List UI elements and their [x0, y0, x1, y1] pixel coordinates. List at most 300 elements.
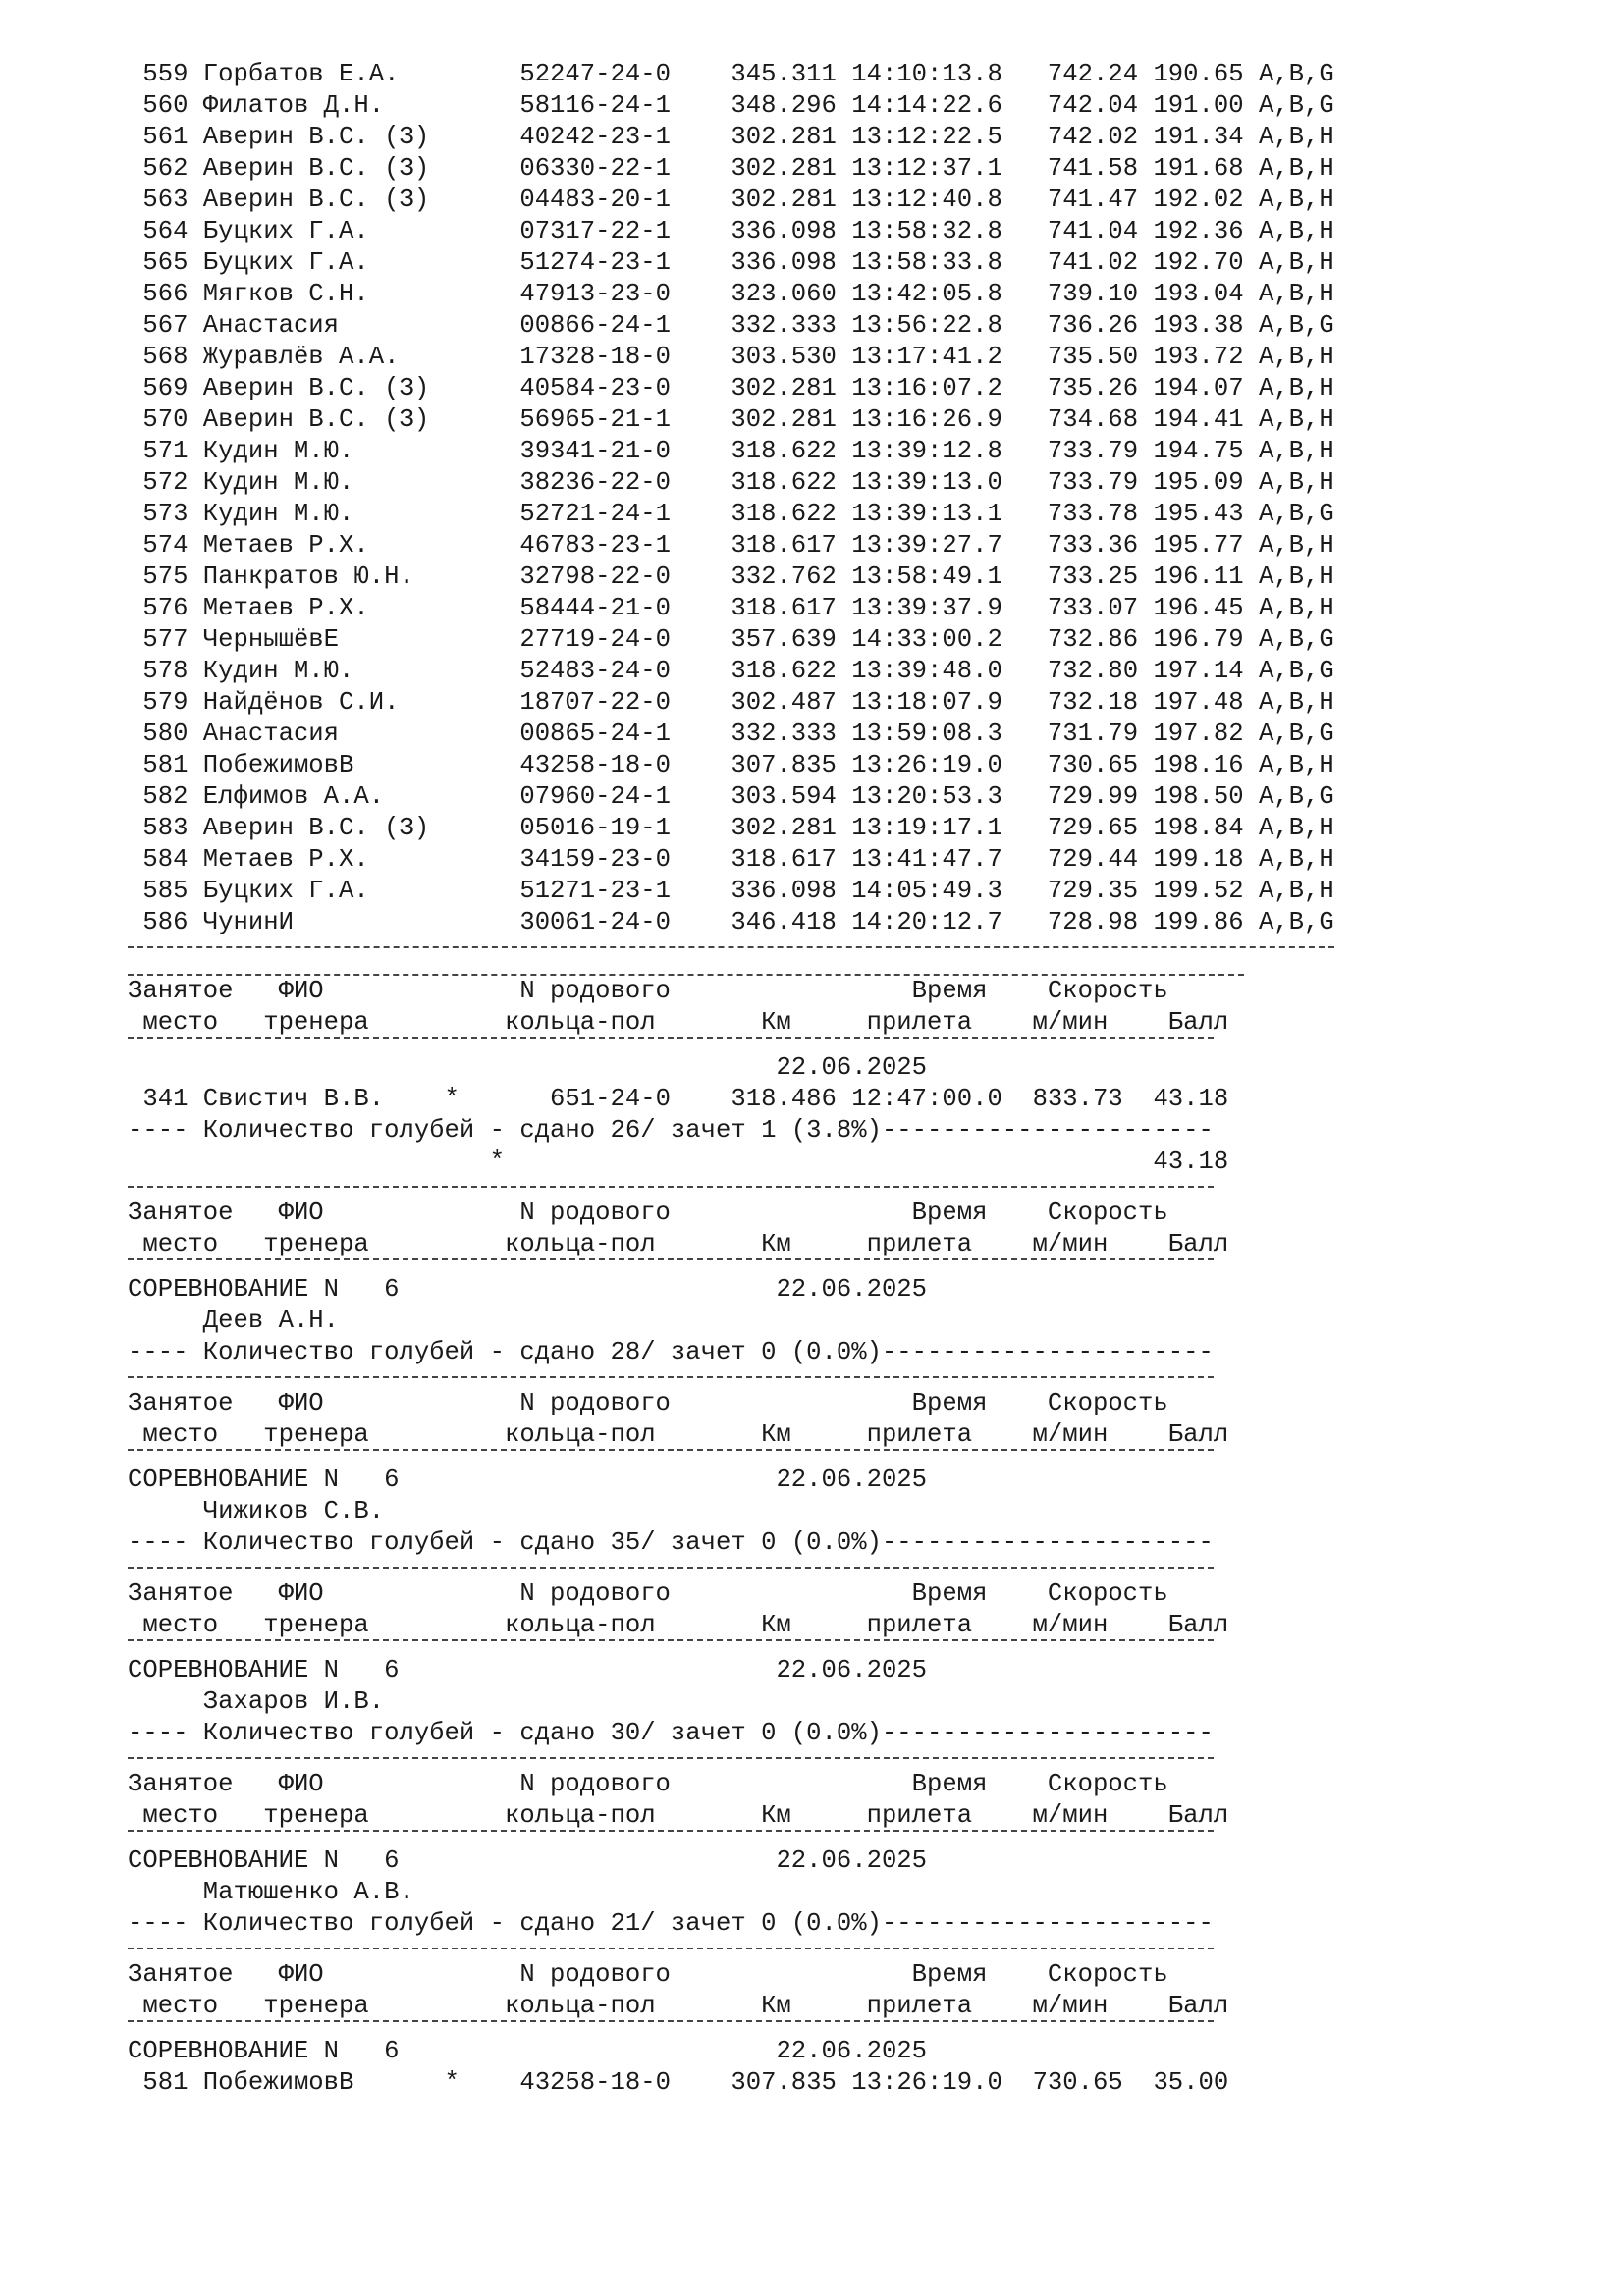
- km-cell: 318.617: [731, 594, 837, 622]
- place-cell: 570: [142, 405, 189, 434]
- points-cell: 192.36: [1153, 217, 1244, 245]
- points-cell: 195.43: [1153, 500, 1244, 528]
- mark-cell: *: [444, 1085, 460, 1113]
- table-row: [128, 436, 1334, 467]
- trainer-line: [128, 1496, 384, 1527]
- tags-cell: A,B,H: [1258, 186, 1334, 214]
- tags-cell: A,B,G: [1258, 60, 1334, 88]
- ring-cell: 32798-22-0: [519, 562, 671, 591]
- km-cell: 318.622: [731, 437, 837, 465]
- name-cell: Метаев Р.Х.: [202, 531, 520, 560]
- speed-cell: 735.50: [1047, 343, 1139, 371]
- points-cell: 43.18: [1153, 1085, 1229, 1113]
- competition-line: [128, 1274, 927, 1306]
- place-cell: 565: [142, 248, 189, 277]
- speed-cell: 736.26: [1047, 311, 1139, 340]
- name-cell: Кудин М.Ю.: [202, 657, 520, 685]
- time-cell: 14:14:22.6: [851, 91, 1002, 120]
- km-cell: 346.418: [731, 908, 837, 936]
- table-row: [128, 530, 1334, 561]
- name-cell: Панкратов Ю.Н.: [202, 562, 520, 591]
- name-cell: Анастасия: [202, 311, 520, 340]
- tags-cell: A,B,G: [1258, 311, 1334, 340]
- table-row: [128, 876, 1334, 907]
- speed-cell: 739.10: [1047, 280, 1139, 308]
- time-cell: 13:39:13.1: [851, 500, 1002, 528]
- ring-cell: 52247-24-0: [519, 60, 671, 88]
- speed-cell: 735.26: [1047, 374, 1139, 402]
- time-cell: 13:12:40.8: [851, 186, 1002, 214]
- name-cell: Найдёнов С.И.: [202, 688, 520, 717]
- km-cell: 318.622: [731, 657, 837, 685]
- time-cell: 13:16:26.9: [851, 405, 1002, 434]
- tags-cell: A,B,H: [1258, 531, 1334, 560]
- summary-line: [128, 1718, 1214, 1749]
- column-header-row: [128, 976, 1168, 1007]
- place-cell: 575: [142, 562, 189, 591]
- summary-line: [128, 1115, 1214, 1147]
- place-cell: 580: [142, 720, 189, 748]
- km-cell: 302.281: [731, 123, 837, 151]
- competition-date: 22.06.2025: [776, 1656, 928, 1684]
- competition-line: [128, 1655, 927, 1686]
- table-row: [128, 719, 1334, 750]
- ring-cell: 00866-24-1: [519, 311, 671, 340]
- time-cell: 13:59:08.3: [851, 720, 1002, 748]
- place-cell: 584: [142, 845, 189, 874]
- speed-cell: 733.25: [1047, 562, 1139, 591]
- speed-cell: 741.58: [1047, 154, 1139, 183]
- ring-cell: 651-24-0: [519, 1085, 671, 1113]
- name-cell: ПобежимовВ: [202, 751, 520, 779]
- column-header-2: место тренера кольца-пол Км прилета м/мин Балл: [128, 1801, 1229, 1830]
- competition-line: [128, 2036, 927, 2067]
- competition-title: СОРЕВНОВАНИЕ N 6: [128, 1656, 400, 1684]
- place-cell: 582: [142, 782, 189, 811]
- speed-cell: 732.80: [1047, 657, 1139, 685]
- place-cell: 566: [142, 280, 189, 308]
- tags-cell: A,B,G: [1258, 782, 1334, 811]
- table-row: [128, 216, 1334, 247]
- points-cell: 199.52: [1153, 877, 1244, 905]
- header-rule: [128, 1639, 1214, 1641]
- column-header-row: [128, 1800, 1228, 1832]
- place-cell: 567: [142, 311, 189, 340]
- km-cell: 318.617: [731, 531, 837, 560]
- time-cell: 13:12:22.5: [851, 123, 1002, 151]
- column-header-row: [128, 1007, 1228, 1039]
- ring-cell: 40242-23-1: [519, 123, 671, 151]
- ring-cell: 46783-23-1: [519, 531, 671, 560]
- column-header-row: [128, 1198, 1168, 1229]
- name-cell: Буцких Г.А.: [202, 877, 520, 905]
- trainer-line: [128, 1686, 384, 1718]
- table-row: [128, 907, 1334, 938]
- section-separator-rule: [128, 1376, 1214, 1378]
- ring-cell: 07960-24-1: [519, 782, 671, 811]
- km-cell: 307.835: [731, 751, 837, 779]
- points-cell: 191.34: [1153, 123, 1244, 151]
- table-row: [128, 247, 1334, 279]
- total-mark: *: [489, 1148, 505, 1176]
- column-header-row: [128, 1610, 1228, 1641]
- column-header-row: [128, 1419, 1228, 1451]
- section-separator-rule: [128, 1567, 1214, 1569]
- mark-cell: *: [444, 2068, 460, 2097]
- km-cell: 336.098: [731, 248, 837, 277]
- summary-line: [128, 1337, 1214, 1368]
- points-cell: 190.65: [1153, 60, 1244, 88]
- ring-cell: 34159-23-0: [519, 845, 671, 874]
- speed-cell: 742.02: [1047, 123, 1139, 151]
- name-cell: Журавлёв А.А.: [202, 343, 520, 371]
- table-row: [128, 593, 1334, 624]
- summary-text: ---- Количество голубей - сдано 26/ зачет 1 (3.8%)----------------------: [128, 1116, 1214, 1145]
- time-cell: 13:17:41.2: [851, 343, 1002, 371]
- name-cell: ПобежимовВ: [202, 2068, 445, 2097]
- time-cell: 13:39:27.7: [851, 531, 1002, 560]
- speed-cell: 742.04: [1047, 91, 1139, 120]
- speed-cell: 729.44: [1047, 845, 1139, 874]
- km-cell: 357.639: [731, 625, 837, 654]
- name-cell: Кудин М.Ю.: [202, 500, 520, 528]
- column-header-1: Занятое ФИО N родового Время Скорость: [128, 977, 1168, 1005]
- ring-cell: 58116-24-1: [519, 91, 671, 120]
- place-cell: 579: [142, 688, 189, 717]
- tags-cell: A,B,H: [1258, 814, 1334, 842]
- header-rule: [128, 2020, 1214, 2022]
- table-end-rule: [128, 946, 1334, 948]
- place-cell: 569: [142, 374, 189, 402]
- place-cell: 581: [142, 2068, 189, 2097]
- tags-cell: A,B,H: [1258, 562, 1334, 591]
- speed-cell: 728.98: [1047, 908, 1139, 936]
- tags-cell: A,B,H: [1258, 154, 1334, 183]
- summary-text: ---- Количество голубей - сдано 30/ зачет 0 (0.0%)----------------------: [128, 1719, 1214, 1747]
- total-line: [128, 1147, 1228, 1178]
- points-cell: 195.09: [1153, 468, 1244, 497]
- name-cell: Аверин В.С. (З): [202, 374, 520, 402]
- table-row: [128, 122, 1334, 153]
- time-cell: 13:20:53.3: [851, 782, 1002, 811]
- place-cell: 568: [142, 343, 189, 371]
- summary-text: ---- Количество голубей - сдано 35/ зачет 0 (0.0%)----------------------: [128, 1528, 1214, 1557]
- name-cell: Свистич В.В.: [202, 1085, 445, 1113]
- km-cell: 323.060: [731, 280, 837, 308]
- points-cell: 194.07: [1153, 374, 1244, 402]
- ring-cell: 56965-21-1: [519, 405, 671, 434]
- column-header-row: [128, 1229, 1228, 1260]
- km-cell: 302.281: [731, 814, 837, 842]
- table-row: [128, 373, 1334, 404]
- place-cell: 571: [142, 437, 189, 465]
- km-cell: 332.333: [731, 720, 837, 748]
- time-cell: 13:58:32.8: [851, 217, 1002, 245]
- time-cell: 13:56:22.8: [851, 311, 1002, 340]
- time-cell: 13:39:37.9: [851, 594, 1002, 622]
- speed-cell: 732.86: [1047, 625, 1139, 654]
- points-cell: 197.82: [1153, 720, 1244, 748]
- place-cell: 574: [142, 531, 189, 560]
- column-header-1: Занятое ФИО N родового Время Скорость: [128, 1960, 1168, 1989]
- ring-cell: 43258-18-0: [519, 2068, 671, 2097]
- table-row: [128, 687, 1334, 719]
- time-cell: 12:47:00.0: [851, 1085, 1002, 1113]
- tags-cell: A,B,H: [1258, 248, 1334, 277]
- speed-cell: 733.79: [1047, 437, 1139, 465]
- ring-cell: 05016-19-1: [519, 814, 671, 842]
- place-cell: 561: [142, 123, 189, 151]
- speed-cell: 741.02: [1047, 248, 1139, 277]
- speed-cell: 741.47: [1047, 186, 1139, 214]
- speed-cell: 741.04: [1047, 217, 1139, 245]
- column-header-1: Занятое ФИО N родового Время Скорость: [128, 1770, 1168, 1798]
- points-cell: 35.00: [1153, 2068, 1229, 2097]
- tags-cell: A,B,G: [1258, 720, 1334, 748]
- competition-line: [128, 1845, 927, 1877]
- km-cell: 302.281: [731, 374, 837, 402]
- ring-cell: 18707-22-0: [519, 688, 671, 717]
- name-cell: Метаев Р.Х.: [202, 845, 520, 874]
- table-row: [128, 310, 1334, 342]
- table-row: [128, 404, 1334, 436]
- trainer-line: [128, 1877, 414, 1908]
- total-points: 43.18: [1153, 1148, 1229, 1176]
- competition-line: [128, 1465, 927, 1496]
- competition-date: 22.06.2025: [776, 1846, 928, 1875]
- name-cell: Метаев Р.Х.: [202, 594, 520, 622]
- tags-cell: A,B,H: [1258, 688, 1334, 717]
- place-cell: 576: [142, 594, 189, 622]
- speed-cell: 733.36: [1047, 531, 1139, 560]
- ring-cell: 00865-24-1: [519, 720, 671, 748]
- header-rule: [128, 1258, 1214, 1260]
- ring-cell: 51271-23-1: [519, 877, 671, 905]
- place-cell: 585: [142, 877, 189, 905]
- ring-cell: 58444-21-0: [519, 594, 671, 622]
- speed-cell: 734.68: [1047, 405, 1139, 434]
- column-header-2: место тренера кольца-пол Км прилета м/мин Балл: [128, 1611, 1229, 1639]
- time-cell: 13:18:07.9: [851, 688, 1002, 717]
- km-cell: 318.617: [731, 845, 837, 874]
- name-cell: Филатов Д.Н.: [202, 91, 520, 120]
- column-header-1: Занятое ФИО N родового Время Скорость: [128, 1579, 1168, 1608]
- name-cell: Аверин В.С. (З): [202, 405, 520, 434]
- time-cell: 14:05:49.3: [851, 877, 1002, 905]
- tags-cell: A,B,G: [1258, 908, 1334, 936]
- summary-text: ---- Количество голубей - сдано 28/ зачет 0 (0.0%)----------------------: [128, 1338, 1214, 1366]
- name-cell: ЧунинИ: [202, 908, 520, 936]
- name-cell: Елфимов А.А.: [202, 782, 520, 811]
- points-cell: 193.38: [1153, 311, 1244, 340]
- time-cell: 13:19:17.1: [851, 814, 1002, 842]
- time-cell: 14:10:13.8: [851, 60, 1002, 88]
- speed-cell: 729.65: [1047, 814, 1139, 842]
- competition-date: 22.06.2025: [776, 1275, 928, 1304]
- competition-date: 22.06.2025: [776, 1053, 928, 1082]
- column-header-row: [128, 1578, 1168, 1610]
- time-cell: 13:16:07.2: [851, 374, 1002, 402]
- km-cell: 302.487: [731, 688, 837, 717]
- trainer-name: Чижиков С.В.: [202, 1497, 385, 1525]
- header-rule: [128, 1830, 1214, 1832]
- table-row: [128, 279, 1334, 310]
- points-cell: 199.86: [1153, 908, 1244, 936]
- column-header-1: Занятое ФИО N родового Время Скорость: [128, 1389, 1168, 1417]
- table-row: [128, 499, 1334, 530]
- time-cell: 13:58:49.1: [851, 562, 1002, 591]
- competition-title: СОРЕВНОВАНИЕ N 6: [128, 1275, 400, 1304]
- competition-title: СОРЕВНОВАНИЕ N 6: [128, 2037, 400, 2065]
- km-cell: 336.098: [731, 217, 837, 245]
- km-cell: 302.281: [731, 154, 837, 183]
- place-cell: 577: [142, 625, 189, 654]
- name-cell: Аверин В.С. (З): [202, 154, 520, 183]
- header-rule: [128, 1449, 1214, 1451]
- name-cell: Аверин В.С. (З): [202, 186, 520, 214]
- ring-cell: 30061-24-0: [519, 908, 671, 936]
- ring-cell: 52721-24-1: [519, 500, 671, 528]
- speed-cell: 742.24: [1047, 60, 1139, 88]
- column-header-row: [128, 1388, 1168, 1419]
- column-header-2: место тренера кольца-пол Км прилета м/мин Балл: [128, 1008, 1229, 1037]
- name-cell: Аверин В.С. (З): [202, 814, 520, 842]
- points-cell: 194.41: [1153, 405, 1244, 434]
- points-cell: 195.77: [1153, 531, 1244, 560]
- column-header-row: [128, 1959, 1168, 1991]
- column-header-1: Занятое ФИО N родового Время Скорость: [128, 1199, 1168, 1227]
- place-cell: 560: [142, 91, 189, 120]
- time-cell: 14:20:12.7: [851, 908, 1002, 936]
- name-cell: Аверин В.С. (З): [202, 123, 520, 151]
- competition-line: [128, 1052, 927, 1084]
- km-cell: 302.281: [731, 186, 837, 214]
- ring-cell: 51274-23-1: [519, 248, 671, 277]
- tags-cell: A,B,H: [1258, 437, 1334, 465]
- time-cell: 13:39:13.0: [851, 468, 1002, 497]
- section-row: [128, 1084, 1228, 1115]
- time-cell: 13:39:48.0: [851, 657, 1002, 685]
- time-cell: 13:12:37.1: [851, 154, 1002, 183]
- table-row: [128, 656, 1334, 687]
- name-cell: Горбатов Е.А.: [202, 60, 520, 88]
- ring-cell: 07317-22-1: [519, 217, 671, 245]
- competition-date: 22.06.2025: [776, 1466, 928, 1494]
- table-row: [128, 342, 1334, 373]
- summary-text: ---- Количество голубей - сдано 21/ зачет 0 (0.0%)----------------------: [128, 1909, 1214, 1938]
- time-cell: 13:26:19.0: [851, 2068, 1002, 2097]
- summary-line: [128, 1908, 1214, 1940]
- competition-title: СОРЕВНОВАНИЕ N 6: [128, 1846, 400, 1875]
- km-cell: 318.622: [731, 468, 837, 497]
- points-cell: 196.45: [1153, 594, 1244, 622]
- speed-cell: 733.78: [1047, 500, 1139, 528]
- points-cell: 193.72: [1153, 343, 1244, 371]
- section-separator-rule: [128, 1757, 1214, 1759]
- name-cell: Кудин М.Ю.: [202, 468, 520, 497]
- points-cell: 198.50: [1153, 782, 1244, 811]
- points-cell: 191.00: [1153, 91, 1244, 120]
- name-cell: Мягков С.Н.: [202, 280, 520, 308]
- km-cell: 303.530: [731, 343, 837, 371]
- tags-cell: A,B,H: [1258, 594, 1334, 622]
- table-row: [128, 90, 1334, 122]
- table-row: [128, 59, 1334, 90]
- table-row: [128, 561, 1334, 593]
- column-header-2: место тренера кольца-пол Км прилета м/мин Балл: [128, 1992, 1229, 2020]
- km-cell: 348.296: [731, 91, 837, 120]
- ring-cell: 27719-24-0: [519, 625, 671, 654]
- km-cell: 307.835: [731, 2068, 837, 2097]
- points-cell: 193.04: [1153, 280, 1244, 308]
- points-cell: 197.14: [1153, 657, 1244, 685]
- points-cell: 192.70: [1153, 248, 1244, 277]
- tags-cell: A,B,G: [1258, 625, 1334, 654]
- tags-cell: A,B,H: [1258, 468, 1334, 497]
- ring-cell: 39341-21-0: [519, 437, 671, 465]
- tags-cell: A,B,H: [1258, 374, 1334, 402]
- section-separator-rule: [128, 1948, 1214, 1949]
- ring-cell: 38236-22-0: [519, 468, 671, 497]
- speed-cell: 731.79: [1047, 720, 1139, 748]
- tags-cell: A,B,H: [1258, 343, 1334, 371]
- speed-cell: 732.18: [1047, 688, 1139, 717]
- speed-cell: 729.99: [1047, 782, 1139, 811]
- km-cell: 318.622: [731, 500, 837, 528]
- place-cell: 573: [142, 500, 189, 528]
- competition-date: 22.06.2025: [776, 2037, 928, 2065]
- km-cell: 332.762: [731, 562, 837, 591]
- header-rule: [128, 1037, 1214, 1039]
- trainer-line: [128, 1306, 339, 1337]
- ring-cell: 04483-20-1: [519, 186, 671, 214]
- speed-cell: 729.35: [1047, 877, 1139, 905]
- name-cell: Кудин М.Ю.: [202, 437, 520, 465]
- table-row: [128, 624, 1334, 656]
- place-cell: 572: [142, 468, 189, 497]
- points-cell: 198.84: [1153, 814, 1244, 842]
- ring-cell: 52483-24-0: [519, 657, 671, 685]
- name-cell: ЧернышёвЕ: [202, 625, 520, 654]
- points-cell: 192.02: [1153, 186, 1244, 214]
- table-row: [128, 813, 1334, 844]
- km-cell: 318.486: [731, 1085, 837, 1113]
- place-cell: 559: [142, 60, 189, 88]
- name-cell: Буцких Г.А.: [202, 248, 520, 277]
- tags-cell: A,B,G: [1258, 91, 1334, 120]
- column-header-2: место тренера кольца-пол Км прилета м/мин Балл: [128, 1420, 1229, 1449]
- column-header-2: место тренера кольца-пол Км прилета м/мин Балл: [128, 1230, 1229, 1258]
- tags-cell: A,B,G: [1258, 657, 1334, 685]
- ring-cell: 17328-18-0: [519, 343, 671, 371]
- trainer-name: Захаров И.В.: [202, 1687, 385, 1716]
- time-cell: 13:58:33.8: [851, 248, 1002, 277]
- tags-cell: A,B,H: [1258, 217, 1334, 245]
- table-row: [128, 467, 1334, 499]
- ring-cell: 43258-18-0: [519, 751, 671, 779]
- points-cell: 197.48: [1153, 688, 1244, 717]
- speed-cell: 833.73: [1032, 1085, 1123, 1113]
- km-cell: 303.594: [731, 782, 837, 811]
- table-row: [128, 153, 1334, 185]
- tags-cell: A,B,H: [1258, 405, 1334, 434]
- ring-cell: 47913-23-0: [519, 280, 671, 308]
- km-cell: 332.333: [731, 311, 837, 340]
- column-header-row: [128, 1991, 1228, 2022]
- section-separator-rule: [128, 1186, 1214, 1188]
- place-cell: 563: [142, 186, 189, 214]
- time-cell: 14:33:00.2: [851, 625, 1002, 654]
